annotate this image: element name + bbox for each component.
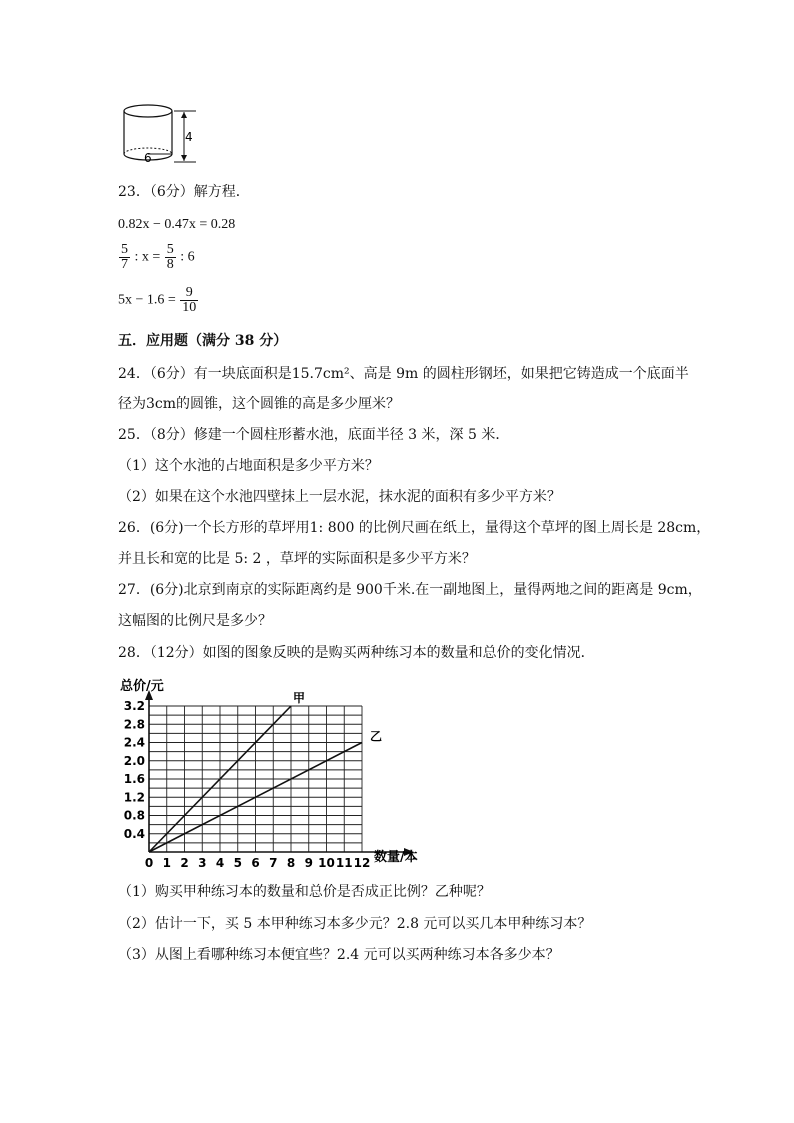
q23-equation-3: 5x − 1.6 = $\frac{9}{10}$: [118, 285, 197, 315]
height-label: 4: [185, 130, 193, 144]
y-tick-label: 0.4: [123, 826, 145, 841]
x-tick-label: 0: [144, 856, 154, 870]
section-title: 五．应用题（满分 38 分）: [118, 333, 288, 349]
q27-line-2: 这幅图的比例尺是多少？: [118, 613, 272, 629]
price-quantity-chart: [112, 672, 442, 870]
height-arrow-up: [181, 112, 187, 118]
fraction-5-8: $\frac{5}{8}$: [166, 242, 174, 272]
q27-line-1: 27．(6分)北京到南京的实际距离约是 900千米.在一副地图上，量得两地之间的距离是 9cm，: [118, 582, 702, 598]
fraction-5-7: $\frac{5}{7}$: [121, 242, 128, 272]
height-arrow-down: [181, 155, 187, 161]
q24-line-2: 径为3cm的圆锥，这个圆锥的高是多少厘米？: [118, 396, 401, 412]
q23-title: 23．（6分）解方程．: [118, 184, 250, 200]
q23-equation-2: $\frac{5}{7}$ : x = $\frac{5}{8}$ : 6: [121, 242, 195, 272]
q24-line-1: 24．（6分）有一块底面积是15.7cm²、高是 9m 的圆柱形钢坯，如果把它铸造成一个底面半: [118, 366, 689, 382]
x-tick-label: 2: [180, 856, 189, 870]
q28-sub-3: （3）从图上看哪种练习本便宜些？2.4 元可以买两种练习本各多少本？: [118, 947, 560, 963]
y-tick-label: 3.2: [123, 699, 145, 713]
q26-line-2: 并且长和宽的比是 5: 2 ，草坪的实际面积是多少平方米？: [118, 551, 476, 567]
q23-equation-1: 0.82x − 0.47x = 0.28: [118, 217, 236, 232]
x-tick-label: 5: [233, 856, 242, 870]
x-tick-label: 4: [215, 856, 225, 870]
q25-sub-1: （1）这个水池的占地面积是多少平方米？: [118, 458, 379, 474]
x-tick-label: 7: [269, 856, 278, 870]
x-tick-label: 1: [162, 856, 171, 870]
y-axis-label: 总价/元: [120, 679, 164, 694]
q28-sub-2: （2）估计一下，买 5 本甲种练习本多少元？2.8 元可以买几本甲种练习本？: [118, 916, 592, 932]
base-label: 6: [144, 151, 152, 165]
y-tick-label: 2.0: [123, 753, 145, 768]
x-tick-label: 11: [335, 856, 353, 870]
q28-sub-1: （1）购买甲种练习本的数量和总价是否成正比例？乙种呢？: [118, 884, 491, 900]
x-tick-label: 8: [286, 856, 296, 870]
x-tick-label: 3: [198, 856, 207, 870]
x-tick-label: 12: [353, 856, 371, 870]
x-tick-label: 10: [318, 856, 335, 870]
y-tick-label: 1.2: [123, 790, 145, 805]
y-tick-label: 0.8: [123, 808, 145, 823]
y-tick-label: 2.8: [123, 717, 145, 732]
x-tick-label: 9: [304, 856, 313, 870]
q25-sub-2: （2）如果在这个水池四壁抹上一层水泥，抹水泥的面积有多少平方米？: [118, 489, 561, 505]
x-tick-label: 6: [251, 856, 260, 870]
series-label-yi: 乙: [370, 729, 383, 744]
q26-line-1: 26．(6分)一个长方形的草坪用1: 800 的比例尺画在纸上，量得这个草坪的图上周长是 28cm，: [118, 520, 711, 536]
q25-line-1: 25．（8分）修建一个圆柱形蓄水池，底面半径 3 米，深 5 米．: [118, 427, 510, 443]
y-tick-label: 1.6: [123, 772, 145, 786]
cylinder-top: [124, 105, 172, 117]
cylinder-figure: [112, 100, 212, 168]
fraction-9-10: $\frac{9}{10}$: [182, 285, 197, 315]
series-label-jia: 甲: [293, 691, 306, 705]
y-tick-label: 2.4: [123, 735, 145, 750]
x-axis-label: 数量/本: [374, 850, 418, 865]
q28-line-1: 28．（12分）如图的图象反映的是购买两种练习本的数量和总价的变化情况．: [118, 645, 595, 661]
chart-grid: [149, 706, 362, 852]
